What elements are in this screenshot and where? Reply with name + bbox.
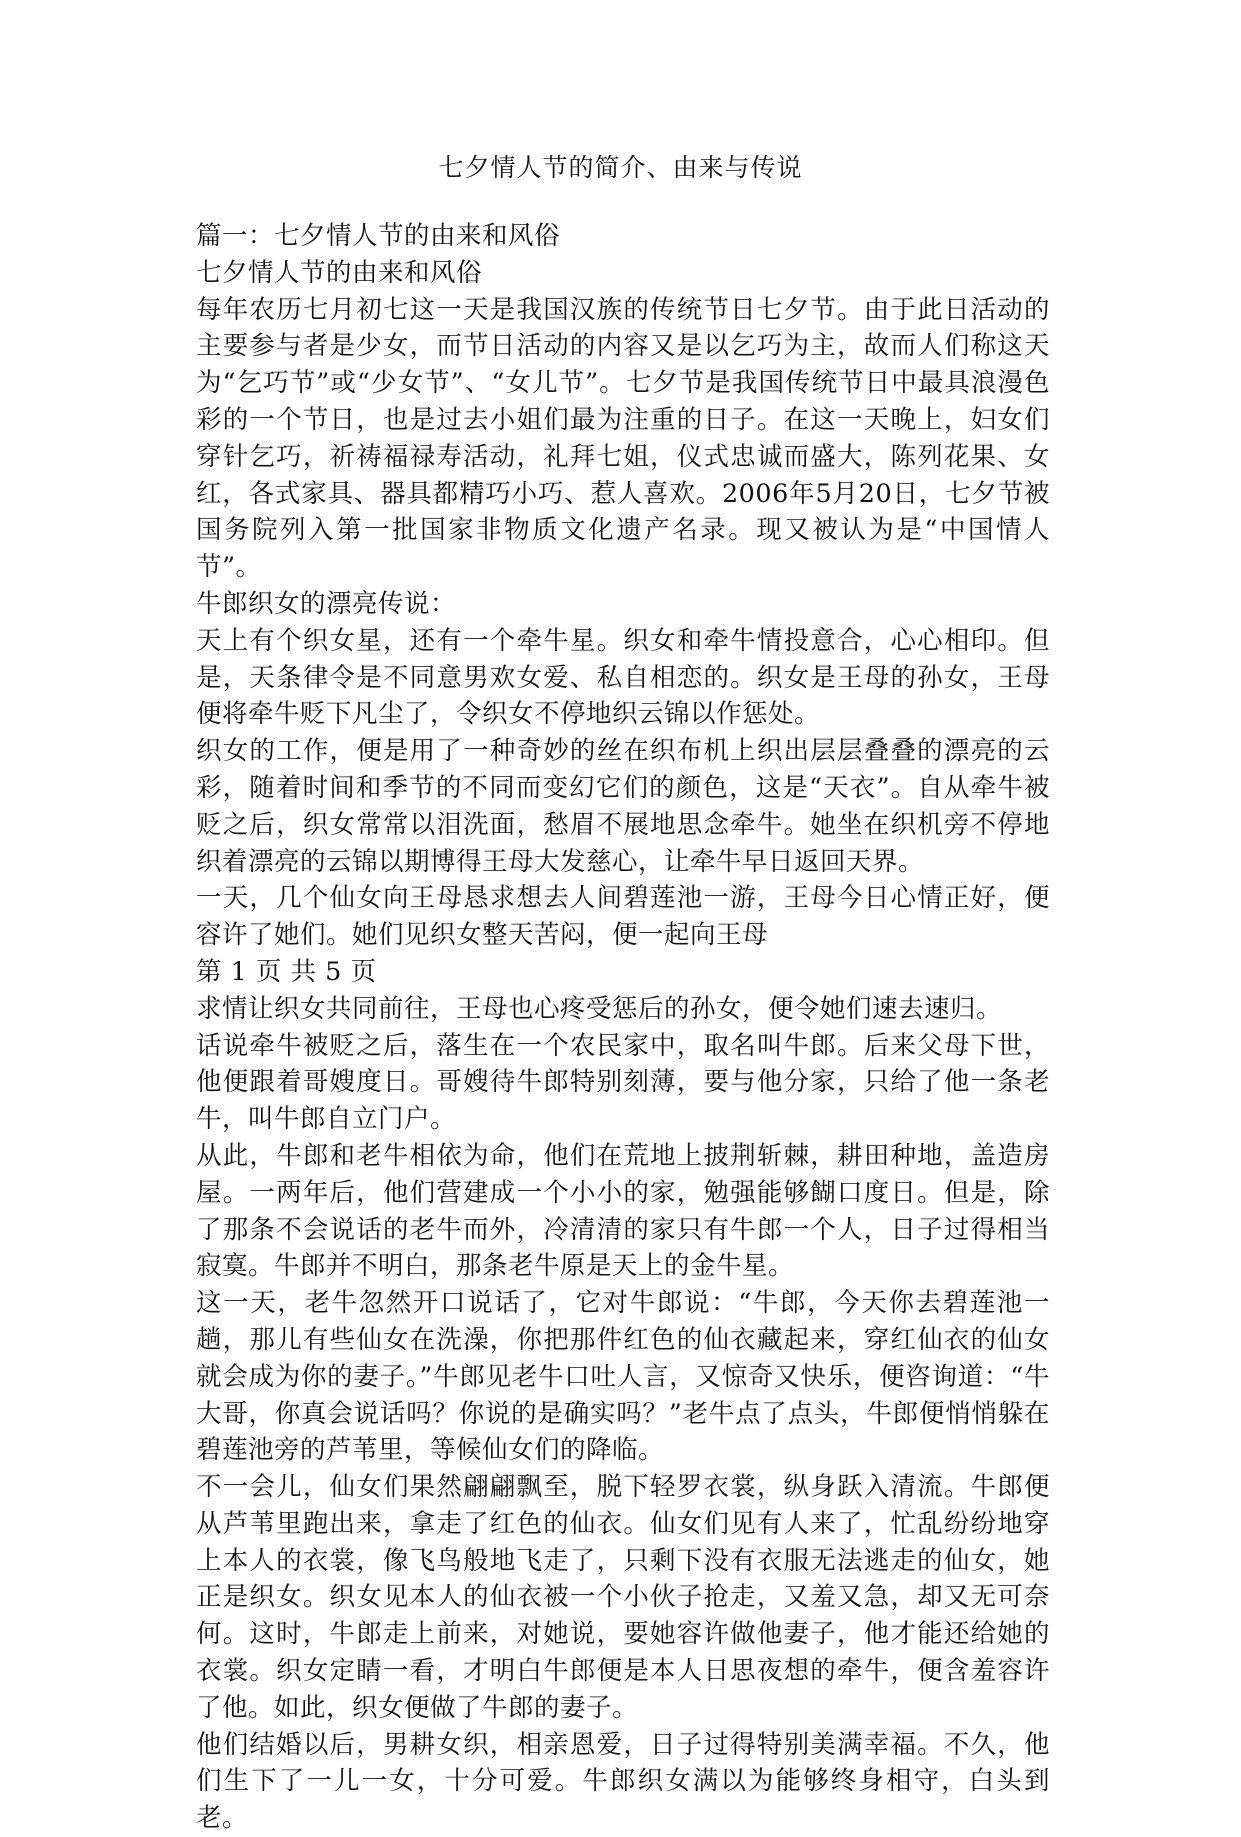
- page-number: 第 1 页 共 5 页: [196, 956, 377, 987]
- document-body: [196, 218, 1050, 1837]
- document-title: 七夕情人节的简介、由来与传说: [438, 153, 803, 182]
- paragraph: 从此，牛郎和老牛相依为命，他们在荒地上披荆斩棘，耕田种地，盖造房屋。一两年后，他们营建成一个小小的家，勉强能够餬口度日。但是，除了那条不会说话的老牛而外，冷清清的家只有牛郎一个人，日子过得相当寂寞。牛郎并不明白，那条老牛原是天上的金牛星。: [196, 1140, 1050, 1282]
- subheading: 七夕情人节的由来和风俗: [196, 257, 483, 288]
- paragraph: 织女的工作，便是用了一种奇妙的丝在织布机上织出层层叠叠的漂亮的云彩，随着时间和季节的不同而变幻它们的颜色，这是“天衣”。自从牵牛被贬之后，织女常常以泪洗面，愁眉不展地思念牵牛。她坐在织机旁不停地织着漂亮的云锦以期博得王母大发慈心，让牵牛早日返回天界。: [196, 736, 1050, 877]
- paragraph: 不一会儿，仙女们果然翩翩飘至，脱下轻罗衣裳，纵身跃入清流。牛郎便从芦苇里跑出来，拿走了红色的仙衣。仙女们见有人来了，忙乱纷纷地穿上本人的衣裳，像飞鸟般地飞走了，只剩下没有衣服无法逃走的仙女，她正是织女。织女见本人的仙衣被一个小伙子抢走，又羞又急，却又无可奈何。这时，牛郎走上前来，对她说，要她容许做他妻子，他才能还给她的衣裳。织女定睛一看，才明白牛郎便是本人日思夜想的牵牛，便含羞容许了他。如此，织女便做了牛郎的妻子。: [196, 1472, 1050, 1723]
- paragraph: 天上有个织女星，还有一个牵牛星。织女和牵牛情投意合，心心相印。但是，天条律令是不同意男欢女爱、私自相恋的。织女是王母的孙女，王母便将牵牛贬下凡尘了，令织女不停地织云锦以作惩处。: [196, 625, 1050, 730]
- paragraph: 他们结婚以后，男耕女织，相亲恩爱，日子过得特别美满幸福。不久，他们生下了一儿一女，十分可爱。牛郎织女满以为能够终身相守，白头到老。: [196, 1729, 1050, 1834]
- paragraph: 每年农历七月初七这一天是我国汉族的传统节日七夕节。由于此日活动的主要参与者是少女，而节日活动的内容又是以乞巧为主，故而人们称这天为“乞巧节”或“少女节”、“女儿节”。七夕节是我国传统节日中最具浪漫色彩的一个节日，也是过去小姐们最为注重的日子。在这一天晚上，妇女们穿针乞巧，祈祷福禄寿活动，礼拜七姐，仪式忠诚而盛大，陈列花果、女红，各式家具、器具都精巧小巧、惹人喜欢。2006年5月20日，七夕节被国务院列入第一批国家非物质文化遗产名录。现又被认为是“中国情人节”。: [196, 294, 1050, 583]
- paragraph: 一天，几个仙女向王母恳求想去人间碧莲池一游，王母今日心情正好，便容许了她们。她们见织女整天苦闷，便一起向王母: [196, 883, 1050, 951]
- section-heading: 篇一：七夕情人节的由来和风俗: [196, 221, 561, 251]
- paragraph: 求情让织女共同前往，王母也心疼受惩后的孙女，便令她们速去速归。: [196, 993, 1003, 1024]
- paragraph: 这一天，老牛忽然开口说话了，它对牛郎说：“牛郎，今天你去碧莲池一趟，那儿有些仙女在洗澡，你把那件红色的仙衣藏起来，穿红仙衣的仙女就会成为你的妻子。”牛郎见老牛口吐人言，又惊奇又快乐，便咨询道：“牛大哥，你真会说话吗？你说的是确实吗？”老牛点了点头，牛郎便悄悄躲在碧莲池旁的芦苇里，等候仙女们的降临。: [196, 1288, 1050, 1466]
- paragraph: 话说牵牛被贬之后，落生在一个农民家中，取名叫牛郎。后来父母下世，他便跟着哥嫂度日。哥嫂待牛郎特别刻薄，要与他分家，只给了他一条老牛，叫牛郎自立门户。: [196, 1030, 1050, 1135]
- subheading: 牛郎织女的漂亮传说：: [196, 588, 457, 619]
